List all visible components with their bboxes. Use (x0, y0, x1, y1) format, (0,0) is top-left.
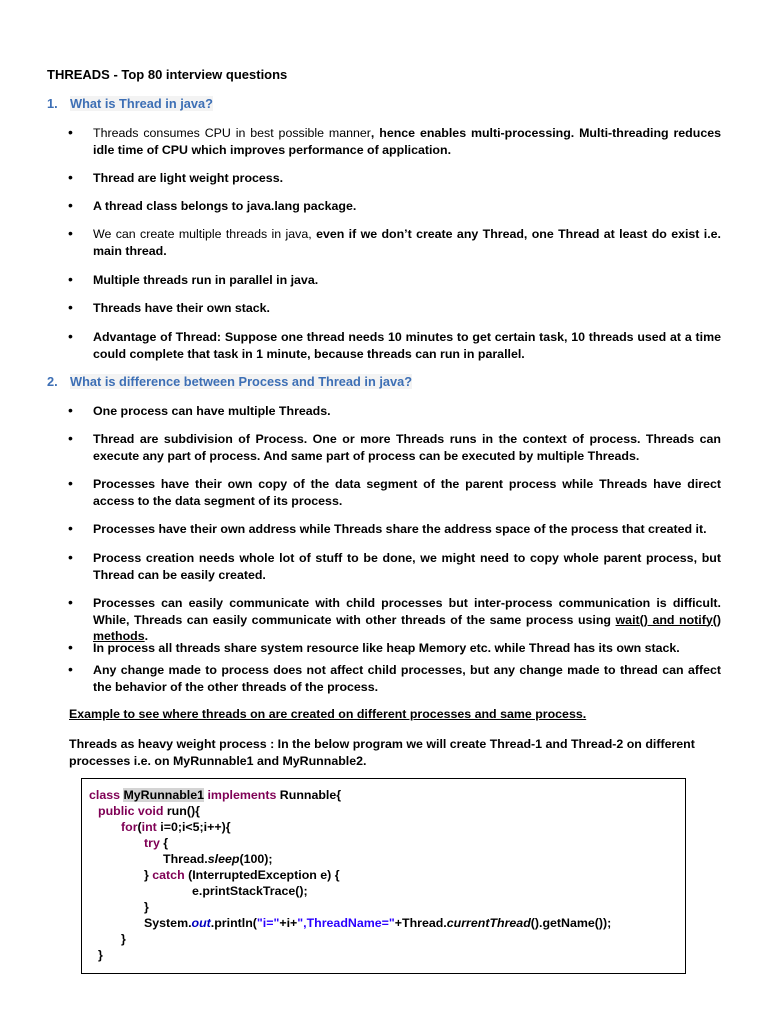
code-line (98, 947, 103, 963)
bullet-text: Any change made to process does not affect child processes, but any change made to thread can affect the behavior of the other threads of the process. (93, 663, 721, 694)
code-text: System. (144, 916, 192, 930)
bullet-text: Process creation needs whole lot of stuff to be done, we might need to copy whole parent process, but Thread can be easily created. (93, 551, 721, 582)
bullet-icon: • (68, 328, 73, 344)
document-title: THREADS - Top 80 interview questions (47, 67, 288, 82)
code-line (98, 803, 200, 819)
code-line (144, 835, 168, 851)
bullet-icon: • (68, 594, 73, 610)
code-field: out (191, 916, 211, 930)
bullet-icon: • (68, 225, 73, 241)
code-text: (InterruptedException e) { (188, 868, 340, 882)
underlined-text: wait() and notify() methods (93, 612, 721, 643)
question-1-heading (47, 96, 213, 111)
bullet-text: Processes can easily communicate with child processes but inter-process communication is difficult. While, Threads can easily communicate with other threads of the same process using (93, 596, 721, 627)
code-line (192, 883, 308, 899)
code-class-name: MyRunnable1 (123, 788, 205, 802)
bullet-icon: • (68, 169, 73, 185)
bullet-text: Multiple threads run in parallel in java. (93, 273, 319, 287)
code-text: } (98, 948, 103, 962)
code-block (81, 778, 686, 974)
bullet-text: Thread are subdivision of Process. One or more Threads runs in the context of process. Threads can execute any part of process. And same part of process can be executed by multiple Threads. (93, 432, 721, 463)
bullet-text: Processes have their own (93, 477, 259, 491)
bullet-icon: • (68, 475, 73, 491)
bullet-icon: • (68, 549, 73, 565)
code-line (121, 931, 126, 947)
bullet-icon: • (68, 639, 73, 655)
question-text: What is difference between Process and Thread in java? (70, 374, 413, 389)
code-keyword: class (89, 788, 121, 802)
bullet-text: Threads have their own stack. (93, 301, 270, 315)
code-line (144, 915, 611, 931)
code-string: ",ThreadName=" (297, 916, 395, 930)
bullet-text: One process can have multiple Threads. (93, 404, 331, 418)
example-heading: Example to see where threads on are created on different processes and same process. (69, 707, 587, 721)
bullet-text: Processes have their own address while Threads share the address space of the process that created it. (93, 522, 707, 536)
bullet-text-end: . (144, 629, 149, 643)
bullet-icon: • (68, 661, 73, 677)
code-line (121, 819, 231, 835)
code-text: run(){ (166, 804, 200, 818)
code-text: } (144, 868, 153, 882)
bullet-text: A thread class belongs to java.lang package. (93, 199, 357, 213)
bullet-text: Advantage of Thread: Suppose one thread needs 10 minutes to get certain task, 10 threads used at a time could complete that task in 1 minute, because threads can run in parallel. (93, 330, 721, 361)
bullet-text-bold: , hence enables multi-processing. Multi-threading reduces idle time of CPU which improves performance of application. (93, 126, 721, 157)
code-line (144, 899, 149, 915)
bullet-text-mid: copy of the data segment of the parent process (258, 477, 557, 491)
bullet-text: In process all threads share system resource like heap Memory etc. while Thread has its own stack. (93, 641, 680, 655)
heavy-weight-paragraph: Threads as heavy weight process : In the below program we will create Thread-1 and Thread-2 on different processes i.e. on MyRunnable1 and MyRunnable2. (69, 737, 695, 768)
code-text: Runnable{ (279, 788, 342, 802)
bullet-icon: • (68, 299, 73, 315)
code-text: ( (137, 820, 142, 834)
bullet-icon: • (68, 271, 73, 287)
code-keyword: public void (98, 804, 164, 818)
bullet-icon: • (68, 402, 73, 418)
code-text: i=0;i<5;i++){ (160, 820, 231, 834)
bullet-icon: • (68, 124, 73, 140)
bullet-text: We can create multiple threads in java, (93, 227, 317, 241)
code-text: { (163, 836, 169, 850)
code-text: } (121, 932, 126, 946)
bullet-icon: • (68, 197, 73, 213)
question-number: 2. (47, 374, 58, 389)
question-number: 1. (47, 96, 58, 111)
code-line (144, 867, 340, 883)
bullet-text-end: while Threads have direct access to the data segment of its process. (93, 477, 721, 508)
code-text: +i+ (279, 916, 298, 930)
code-text: } (144, 900, 149, 914)
code-line (89, 787, 341, 803)
bullet-text: Threads consumes CPU in best possible manner (93, 126, 371, 140)
code-keyword: catch (152, 868, 185, 882)
code-keyword: implements (207, 788, 277, 802)
question-2-heading (47, 374, 412, 389)
code-method: currentThread (446, 916, 531, 930)
bullet-icon: • (68, 520, 73, 536)
question-text: What is Thread in java? (70, 96, 213, 111)
code-keyword: try (144, 836, 160, 850)
code-keyword: for (121, 820, 138, 834)
code-text: +Thread. (394, 916, 447, 930)
code-text: (100); (239, 852, 273, 866)
code-text: ().getName()); (530, 916, 612, 930)
code-text: e.printStackTrace(); (192, 884, 308, 898)
bullet-text-bold: even if we don’t create any Thread, one Thread at least do exist i.e. main thread. (93, 227, 722, 258)
code-text: .println( (210, 916, 257, 930)
code-string: "i=" (256, 916, 280, 930)
code-keyword: int (141, 820, 157, 834)
bullet-text: Thread are light weight process. (93, 171, 284, 185)
bullet-icon: • (68, 430, 73, 446)
code-text: Thread. (163, 852, 208, 866)
code-line (163, 851, 273, 867)
code-method: sleep (207, 852, 240, 866)
